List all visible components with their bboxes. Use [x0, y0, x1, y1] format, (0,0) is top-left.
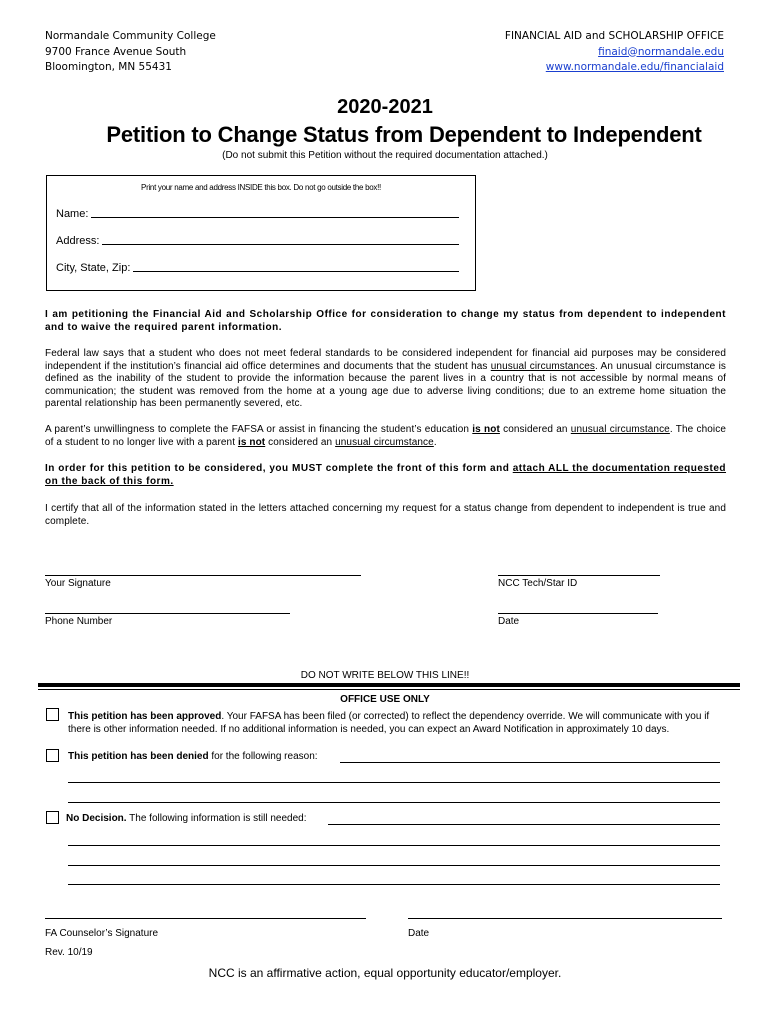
form-subtitle: (Do not submit this Petition without the required documentation attached.): [222, 150, 548, 161]
certify-paragraph: I certify that all of the information stated in the letters attached concerning my request for a status change from dependent to independent is true and complete.: [45, 503, 726, 527]
approved-detail: . Your FAFSA has been filed (or corrected) to reflect the dependency override. We will communicate with you if there is other information needed. If no additional information is needed, you can expect an Award Notification in approximately 10 days.: [68, 711, 710, 735]
parent-text-1: A parent’s unwillingness to complete the FAFSA or assist in financing the student’s education: [45, 424, 473, 435]
denied-detail: for the following reason:: [208, 751, 318, 762]
order-paragraph: [45, 463, 726, 488]
box-instruction: Print your name and address INSIDE this box. Do not go outside the box!!: [141, 183, 381, 192]
office-title: FINANCIAL AID and SCHOLARSHIP OFFICE: [504, 30, 724, 42]
footer-statement: NCC is an affirmative action, equal opportunity educator/employer.: [208, 966, 562, 980]
counselor-signature-label: FA Counselor’s Signature: [45, 928, 159, 939]
phone-line[interactable]: [45, 613, 290, 614]
office-email-link[interactable]: finaid@normandale.edu: [598, 45, 724, 58]
denied-reason-line-1[interactable]: [340, 762, 720, 763]
parent-unusual-2: unusual circumstance: [335, 436, 434, 448]
approved-checkbox[interactable]: [46, 708, 59, 721]
college-street: 9700 France Avenue South: [45, 45, 187, 58]
no-decision-checkbox[interactable]: [46, 811, 59, 824]
address-label: Address:: [56, 235, 100, 247]
approved-text: [68, 710, 728, 736]
parent-text-3: . The choice of a student to no longer live with a parent: [45, 424, 727, 448]
no-decision-detail: The following information is still needed:: [126, 813, 307, 824]
address-line[interactable]: [102, 244, 459, 245]
counselor-signature-line[interactable]: [45, 918, 366, 919]
order-text: In order for this petition to be considered, you MUST complete the front of this form and: [45, 463, 513, 474]
denied-text: [68, 751, 318, 762]
phone-label: Phone Number: [45, 616, 113, 627]
order-underlined: attach ALL the documentation requested on the back of this form.: [45, 463, 727, 487]
info-needed-line-3[interactable]: [68, 865, 720, 866]
your-signature-line[interactable]: [45, 575, 361, 576]
parent-unusual-1: unusual circumstance: [570, 424, 670, 435]
office-website-link[interactable]: www.normandale.edu/financialaid: [545, 61, 724, 73]
office-use-heading: OFFICE USE ONLY: [340, 694, 430, 705]
approved-bold: This petition has been approved: [68, 711, 222, 722]
counselor-date-line[interactable]: [408, 918, 722, 919]
petition-statement: I am petitioning the Financial Aid and Scholarship Office for consideration to change my status from dependent to independent and to waive the required parent information.: [45, 309, 726, 333]
no-decision-text: [66, 813, 307, 824]
divider-thin: [38, 689, 740, 690]
no-decision-bold: No Decision.: [66, 813, 127, 824]
city-state-zip-label: City, State, Zip:: [56, 262, 131, 274]
info-needed-line-1[interactable]: [328, 824, 720, 825]
federal-law-underlined: unusual circumstances: [490, 360, 595, 372]
do-not-write-notice: DO NOT WRITE BELOW THIS LINE!!: [300, 670, 470, 681]
revision-label: Rev. 10/19: [45, 947, 93, 958]
date-label: Date: [498, 616, 520, 627]
name-field[interactable]: [56, 206, 459, 220]
tech-id-line[interactable]: [498, 575, 660, 576]
form-year: 2020-2021: [337, 96, 433, 118]
college-address: [45, 29, 216, 76]
office-contact: [505, 29, 724, 76]
denied-reason-line-3[interactable]: [68, 802, 720, 803]
name-address-box: [46, 175, 476, 291]
college-city: Bloomington, MN 55431: [45, 61, 172, 73]
address-field[interactable]: [56, 233, 459, 247]
your-signature-label: Your Signature: [45, 578, 111, 589]
parent-paragraph: [45, 424, 726, 449]
tech-id-label: NCC Tech/Star ID: [498, 578, 578, 589]
parent-is-not-1: is not: [472, 424, 500, 435]
form-title: Petition to Change Status from Dependent to Independent: [106, 122, 702, 147]
info-needed-line-4[interactable]: [68, 884, 720, 885]
parent-text-5: .: [433, 436, 437, 448]
federal-law-text-2: . An unusual circumstance is defined as the inability of the student to provide the information because the parent lives in a country that is not accessible by normal means of communication; the student was removed from the home at a young age due to adverse living conditions; due to an extreme home situation the parental relationship has been permanently severed, etc.: [45, 360, 727, 410]
denied-reason-line-2[interactable]: [68, 782, 720, 783]
divider-thick: [38, 683, 740, 687]
city-state-zip-line[interactable]: [133, 271, 459, 272]
date-line[interactable]: [498, 613, 658, 614]
denied-checkbox[interactable]: [46, 749, 59, 762]
info-needed-line-2[interactable]: [68, 845, 720, 846]
parent-is-not-2: is not: [237, 436, 266, 448]
parent-text-4: considered an: [265, 436, 336, 448]
name-label: Name:: [56, 208, 89, 220]
name-line[interactable]: [91, 217, 459, 218]
federal-law-paragraph: [45, 348, 726, 411]
city-state-zip-field[interactable]: [56, 260, 459, 274]
federal-law-text-1: Federal law says that a student who does not meet federal standards to be considered independent for financial aid purposes may be considered independent if the institution’s financial aid office determines and documents that the student has: [45, 348, 726, 372]
denied-bold: This petition has been denied: [68, 751, 209, 762]
counselor-date-label: Date: [408, 928, 430, 939]
parent-text-2: considered an: [499, 424, 571, 435]
college-name: Normandale Community College: [45, 30, 216, 42]
